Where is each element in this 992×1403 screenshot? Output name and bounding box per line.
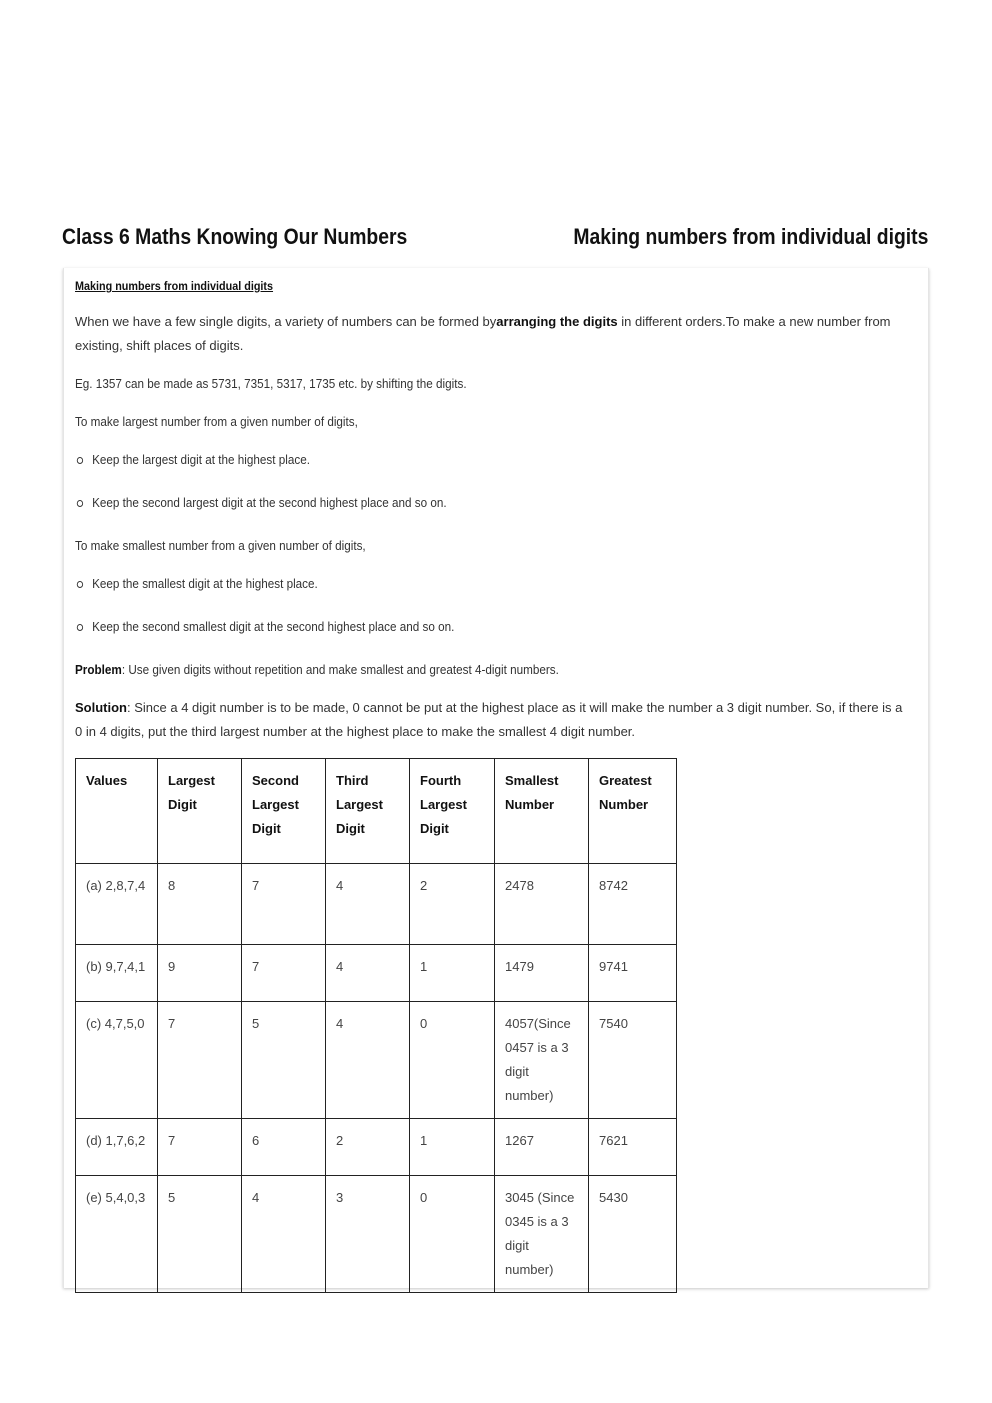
example-text: Eg. 1357 can be made as 5731, 7351, 5317, 1735 etc. by shifting the digits. <box>75 376 467 391</box>
cell-third: 3 <box>326 1176 410 1293</box>
cell-fourth: 0 <box>410 1176 495 1293</box>
largest-point-2: Keep the second largest digit at the second highest place and so on. <box>75 491 831 515</box>
cell-greatest: 7540 <box>589 1002 677 1119</box>
problem-label: Problem <box>75 662 122 677</box>
header-values: Values <box>76 759 158 864</box>
cell-largest: 7 <box>158 1002 242 1119</box>
intro-text-1: When we have a few single digits, a variety of numbers can be formed by <box>75 314 497 329</box>
table-row <box>76 864 677 945</box>
smallest-point-1: Keep the smallest digit at the highest place. <box>75 572 831 596</box>
solution-label: Solution <box>75 700 127 715</box>
cell-third: 2 <box>326 1119 410 1176</box>
content-card <box>63 268 929 1288</box>
cell-greatest: 9741 <box>589 945 677 1002</box>
cell-fourth: 1 <box>410 1119 495 1176</box>
table-row <box>76 1176 677 1293</box>
cell-second: 7 <box>242 864 326 945</box>
cell-largest: 8 <box>158 864 242 945</box>
smallest-point-2: Keep the second smallest digit at the second highest place and so on. <box>75 615 831 639</box>
cell-largest: 7 <box>158 1119 242 1176</box>
cell-smallest: 4057(Since 0457 is a 3 digit number) <box>495 1002 589 1119</box>
content-body <box>75 276 915 744</box>
header-third-largest: Third Largest Digit <box>326 759 410 864</box>
cell-values: (d) 1,7,6,2 <box>76 1119 158 1176</box>
header-smallest: Smallest Number <box>495 759 589 864</box>
solution-paragraph <box>75 696 910 744</box>
largest-point-1: Keep the largest digit at the highest place. <box>75 448 831 472</box>
table-header-row <box>76 759 677 864</box>
cell-values: (b) 9,7,4,1 <box>76 945 158 1002</box>
section-title <box>75 276 831 306</box>
cell-smallest: 1479 <box>495 945 589 1002</box>
smallest-intro: To make smallest number from a given number of digits, <box>75 538 366 553</box>
cell-values: (e) 5,4,0,3 <box>76 1176 158 1293</box>
table-row <box>76 1002 677 1119</box>
table-row <box>76 1119 677 1176</box>
cell-smallest: 1267 <box>495 1119 589 1176</box>
header-greatest: Greatest Number <box>589 759 677 864</box>
intro-paragraph <box>75 310 915 358</box>
page-title: Class 6 Maths Knowing Our Numbers <box>62 224 408 249</box>
largest-intro: To make largest number from a given number of digits, <box>75 414 358 429</box>
cell-largest: 9 <box>158 945 242 1002</box>
cell-fourth: 0 <box>410 1002 495 1119</box>
cell-fourth: 1 <box>410 945 495 1002</box>
cell-third: 4 <box>326 1002 410 1119</box>
problem-paragraph <box>75 658 831 682</box>
solution-text: : Since a 4 digit number is to be made, 0 cannot be put at the highest place as it will make the number a 3 digit number. So, if there is a 0 in 4 digits, put the third largest number at the highest place to make the smallest 4 digit number. <box>75 700 903 739</box>
cell-second: 6 <box>242 1119 326 1176</box>
cell-greatest: 5430 <box>589 1176 677 1293</box>
page-header <box>62 224 928 258</box>
cell-values: (a) 2,8,7,4 <box>76 864 158 945</box>
header-second-largest: Second Largest Digit <box>242 759 326 864</box>
cell-values: (c) 4,7,5,0 <box>76 1002 158 1119</box>
cell-third: 4 <box>326 864 410 945</box>
intro-text-2: in different orders.To make a new number from existing, shift places of digits. <box>75 314 891 353</box>
cell-second: 4 <box>242 1176 326 1293</box>
cell-greatest: 7621 <box>589 1119 677 1176</box>
cell-largest: 5 <box>158 1176 242 1293</box>
header-fourth-largest: Fourth Largest Digit <box>410 759 495 864</box>
cell-smallest: 3045 (Since 0345 is a 3 digit number) <box>495 1176 589 1293</box>
cell-smallest: 2478 <box>495 864 589 945</box>
cell-greatest: 8742 <box>589 864 677 945</box>
cell-fourth: 2 <box>410 864 495 945</box>
section-title-text: Making numbers from individual digits <box>75 279 274 293</box>
table-row <box>76 945 677 1002</box>
cell-second: 5 <box>242 1002 326 1119</box>
header-largest: Largest Digit <box>158 759 242 864</box>
intro-bold: arranging the digits <box>496 314 618 329</box>
digits-table <box>75 758 677 1293</box>
cell-second: 7 <box>242 945 326 1002</box>
problem-text: : Use given digits without repetition and make smallest and greatest 4-digit numbers. <box>121 662 559 677</box>
section-heading: Making numbers from individual digits <box>573 224 928 249</box>
cell-third: 4 <box>326 945 410 1002</box>
